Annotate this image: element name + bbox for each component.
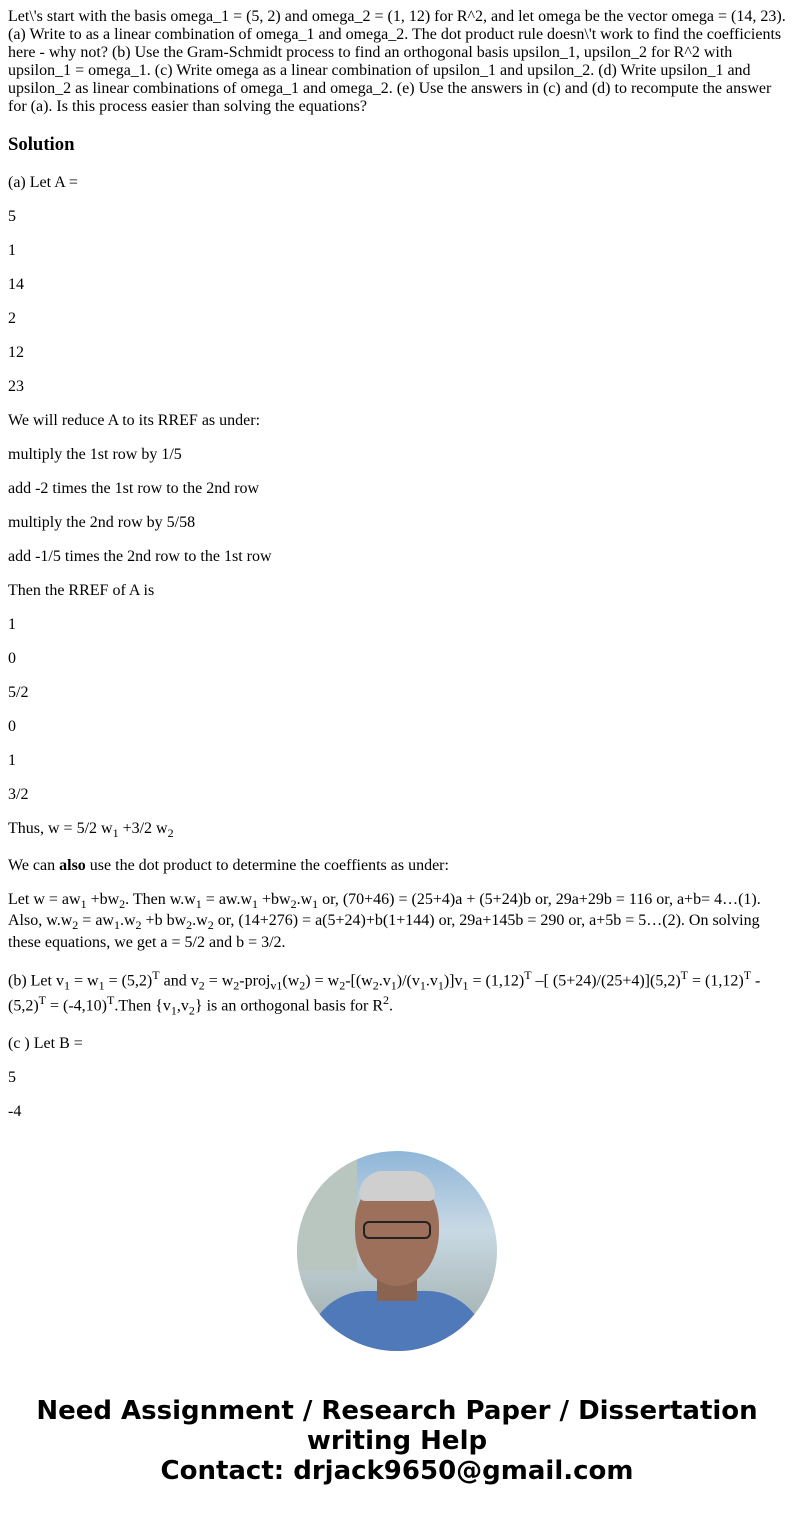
text-segment: . Then w.w <box>125 891 196 909</box>
text-segment: 1 <box>170 1003 177 1018</box>
text-segment: = aw <box>78 912 114 930</box>
text-segment: = (1,12) <box>468 971 525 989</box>
text-segment: add -2 times the 1st row to the 2nd row <box>8 480 260 497</box>
solution-paragraph <box>8 718 786 736</box>
solution-paragraph <box>8 378 786 396</box>
text-segment: +bw <box>86 891 120 909</box>
text-segment: 2 <box>198 978 205 993</box>
text-segment: Let w = aw <box>8 891 81 909</box>
text-segment: 5 <box>8 1068 16 1086</box>
solution-paragraph <box>8 1069 786 1087</box>
text-segment: = (1,12) <box>688 971 744 989</box>
text-segment: (c ) Let B = <box>8 1034 83 1052</box>
text-segment: Then the RREF of A is <box>8 582 155 599</box>
text-segment: 2 <box>233 978 240 993</box>
solution-paragraph <box>8 344 786 362</box>
text-segment: 2 <box>290 897 297 912</box>
text-segment: 2 <box>207 918 214 933</box>
text-segment: = w <box>69 971 99 989</box>
text-segment: . <box>389 997 394 1015</box>
solution-paragraph <box>8 412 786 430</box>
solution-paragraph <box>8 820 786 841</box>
solution-paragraph <box>8 857 786 875</box>
text-segment: 5/2 <box>8 684 29 701</box>
solution-paragraph <box>8 684 786 702</box>
text-segment: 1 <box>419 978 426 993</box>
solution-paragraph <box>8 891 786 951</box>
text-segment: 14 <box>8 276 24 293</box>
text-segment: .v <box>425 971 438 989</box>
text-segment: )/(v <box>396 971 420 989</box>
solution-paragraph <box>8 1035 786 1053</box>
text-segment: 23 <box>8 378 24 395</box>
text-segment: = aw.w <box>201 891 252 909</box>
solution-paragraph <box>8 1103 786 1121</box>
text-segment: We can <box>8 857 60 875</box>
author-photo-container <box>8 1151 786 1356</box>
solution-paragraph <box>8 276 786 294</box>
text-segment: 1 <box>63 978 70 993</box>
solution-paragraph <box>8 786 786 804</box>
footer-help-text: Need Assignment / Research Paper / Dissertation writing Help <box>36 1395 758 1456</box>
text-segment: )]v <box>443 971 463 989</box>
text-segment: (a) Let A = <box>8 174 78 191</box>
text-segment: +3/2 w <box>118 820 168 837</box>
text-segment: 12 <box>8 344 24 361</box>
text-segment: ) = w <box>305 971 340 989</box>
solution-paragraph <box>8 752 786 770</box>
text-segment: We will reduce A to its RREF as under: <box>8 412 261 429</box>
solution-paragraph <box>8 446 786 464</box>
text-segment: +b bw <box>141 912 187 930</box>
text-segment: 1 <box>462 978 469 993</box>
text-segment: T <box>107 993 115 1008</box>
footer-contact[interactable]: Contact: drjack9650@gmail.com <box>160 1455 634 1486</box>
text-segment: -proj <box>239 971 271 989</box>
text-segment: 1 <box>8 242 16 259</box>
solution-paragraph <box>8 968 786 1019</box>
text-segment: also <box>59 857 86 875</box>
text-segment: 2 <box>8 310 16 327</box>
text-segment: multiply the 2nd row by 5/58 <box>8 514 196 531</box>
solution-paragraph <box>8 514 786 532</box>
solution-body <box>8 174 786 1121</box>
text-segment: } is an orthogonal basis for R <box>194 997 384 1015</box>
solution-paragraph <box>8 650 786 668</box>
text-segment: T <box>743 967 752 982</box>
text-segment: = (5,2) <box>104 971 153 989</box>
text-segment: v1 <box>270 978 283 993</box>
text-segment: .v <box>378 971 391 989</box>
text-segment: use the dot product to determine the coeffients as under: <box>85 857 449 875</box>
text-segment: 1 <box>8 752 16 769</box>
author-photo <box>297 1151 497 1351</box>
text-segment: or, (70+46) = (25+4)a + (5+24)b or, 29a+29b = 116 or, a+b= 4…(1). Also, w.w <box>8 891 761 930</box>
glasses-icon <box>363 1221 431 1239</box>
footer-banner <box>8 1396 786 1486</box>
text-segment: 2 <box>299 978 306 993</box>
text-segment: 5 <box>8 208 16 225</box>
text-segment: or, (14+276) = a(5+24)+b(1+144) or, 29a+145b = 290 or, a+5b = 5…(2). On solving these equations, we get a = 5/2 and b = 3/2. <box>8 912 760 951</box>
text-segment: .w <box>296 891 313 909</box>
text-segment: -(5,2) <box>8 971 761 1015</box>
text-segment: = (-4,10) <box>46 997 108 1015</box>
text-segment: (w <box>282 971 300 989</box>
text-segment: 1 <box>437 978 444 993</box>
text-segment: T <box>524 967 532 982</box>
text-segment: 1 <box>252 897 258 912</box>
solution-paragraph <box>8 548 786 566</box>
text-segment: 1 <box>112 826 119 841</box>
solution-paragraph <box>8 310 786 328</box>
text-segment: Thus, w = 5/2 w <box>8 820 113 837</box>
text-segment: 1 <box>113 918 120 933</box>
solution-paragraph <box>8 174 786 192</box>
text-segment: -4 <box>8 1102 22 1120</box>
text-segment: 0 <box>8 718 16 735</box>
text-segment: 1 <box>195 897 202 912</box>
text-segment: –[ (5+24)/(25+4)](5,2) <box>531 971 681 989</box>
text-segment: 2 <box>167 826 174 841</box>
text-segment: = w <box>204 971 234 989</box>
text-segment: 2 <box>372 978 379 993</box>
solution-paragraph <box>8 616 786 634</box>
text-segment: .w <box>119 912 136 930</box>
text-segment: (b) Let v <box>8 971 64 989</box>
text-segment: ,v <box>176 997 189 1015</box>
text-segment: 1 <box>312 897 319 912</box>
text-segment: -[(w <box>345 971 373 989</box>
text-segment: .Then {v <box>114 997 171 1015</box>
text-segment: 1 <box>98 978 105 993</box>
text-segment: add -1/5 times the 2nd row to the 1st row <box>8 548 272 565</box>
text-segment: 1 <box>80 897 87 912</box>
text-segment: 2 <box>339 978 346 993</box>
text-segment: and v <box>159 971 199 989</box>
question-text: Let\'s start with the basis omega_1 = (5, 2) and omega_2 = (1, 12) for R^2, and let omega be the vector omega = (14, 23). (a) Write to as a linear combination of omega_1 and omega_2. The dot product rule doesn\'t work to find the coefficients here - why not? (b) Use the Gram-Schmidt process to find an orthogonal basis upsilon_1, upsilon_2 for R^2 with upsilon_1 = omega_1. (c) Write omega as a linear combination of upsilon_1 and upsilon_2. (d) Write upsilon_1 and upsilon_2 as linear combinations of omega_1 and omega_2. (e) Use the answers in (c) and (d) to recompute the answer for (a). Is this process easier than solving the equations? <box>8 8 786 115</box>
text-segment: 2 <box>383 993 390 1008</box>
solution-paragraph <box>8 480 786 498</box>
solution-paragraph <box>8 242 786 260</box>
text-segment: +bw <box>258 891 291 909</box>
text-segment: 2 <box>72 918 79 933</box>
text-segment: 2 <box>135 918 142 933</box>
solution-heading: Solution <box>8 134 75 155</box>
text-segment: 1 <box>8 616 16 633</box>
text-segment: T <box>152 967 160 982</box>
text-segment: 1 <box>390 978 397 993</box>
text-segment: 2 <box>186 918 193 933</box>
text-segment: 3/2 <box>8 786 29 803</box>
text-segment: .w <box>192 912 208 930</box>
solution-paragraph <box>8 582 786 600</box>
text-segment: 0 <box>8 650 16 667</box>
text-segment: T <box>680 967 688 982</box>
text-segment: T <box>38 993 46 1008</box>
text-segment: 2 <box>188 1003 195 1018</box>
text-segment: multiply the 1st row by 1/5 <box>8 446 182 463</box>
solution-paragraph <box>8 208 786 226</box>
text-segment: 2 <box>119 897 126 912</box>
